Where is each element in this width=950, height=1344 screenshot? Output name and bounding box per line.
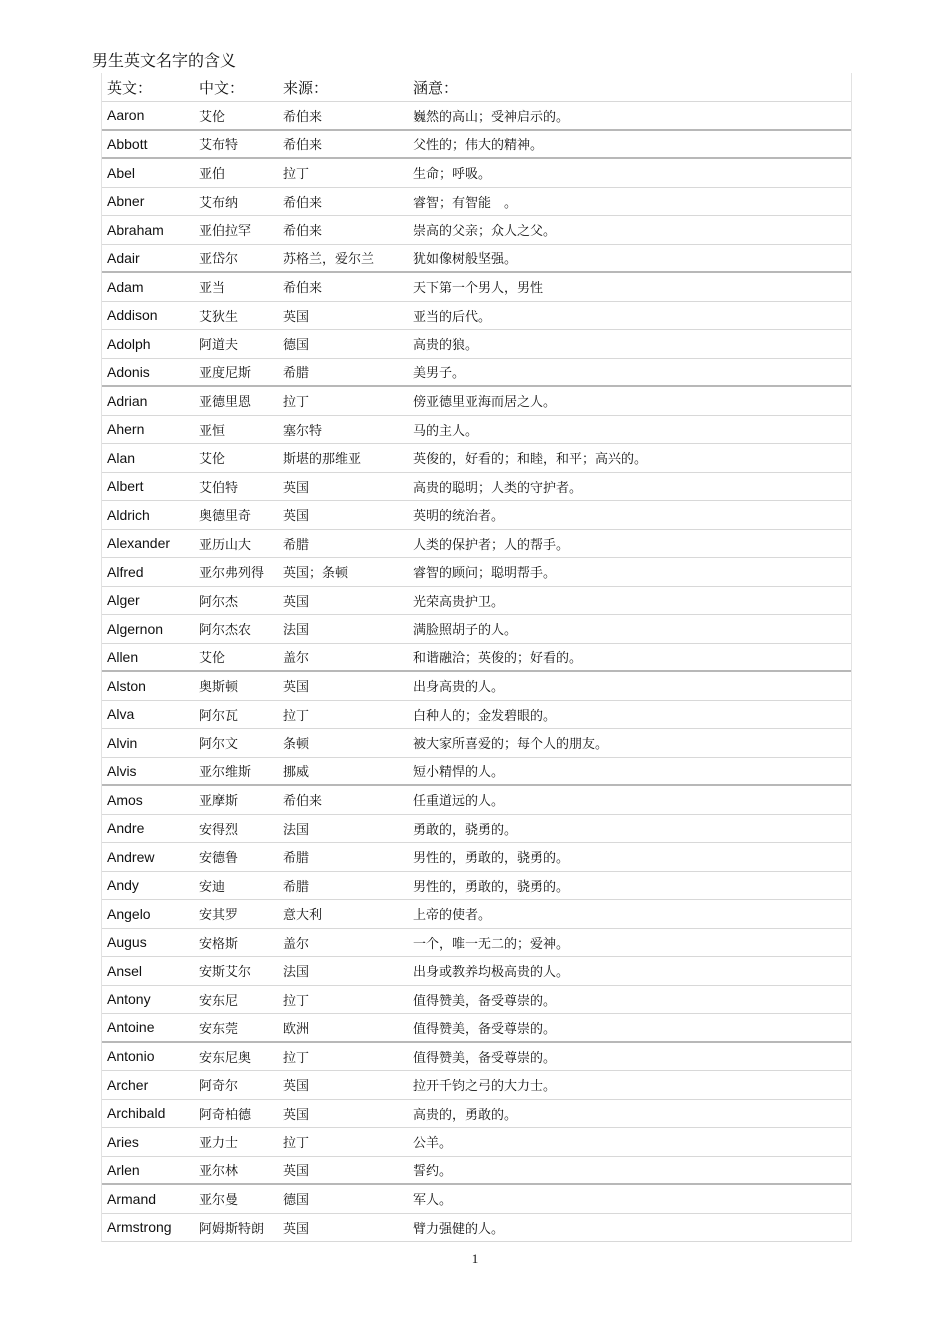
table-row	[102, 216, 851, 245]
meaning-cell: 军人。	[413, 1193, 453, 1209]
chinese-name-cell: 阿姆斯特朗	[199, 1221, 265, 1237]
english-name-cell: Adair	[107, 249, 140, 266]
meaning-cell: 誓约。	[413, 1164, 453, 1180]
chinese-name-cell: 亚伯拉罕	[199, 224, 252, 240]
table-row	[102, 131, 851, 160]
english-name-cell: Alan	[107, 449, 136, 466]
table-row	[102, 900, 851, 929]
origin-cell: 英国	[283, 309, 310, 325]
chinese-name-cell: 艾伦	[199, 452, 226, 468]
origin-cell: 英国	[283, 680, 310, 696]
english-name-cell: Armstrong	[107, 1219, 172, 1236]
table-row	[102, 1100, 851, 1129]
origin-cell: 希伯来	[283, 281, 323, 297]
origin-cell: 希伯来	[283, 195, 323, 211]
table-row	[102, 1071, 851, 1100]
origin-cell: 希伯来	[283, 224, 323, 240]
meaning-cell: 和谐融洽；英俊的；好看的。	[413, 651, 583, 667]
chinese-name-cell: 奥斯顿	[199, 680, 239, 696]
origin-cell: 英国	[283, 480, 310, 496]
origin-cell: 英国；条顿	[283, 566, 349, 582]
chinese-name-cell: 阿尔瓦	[199, 708, 239, 724]
table-row	[102, 330, 851, 359]
meaning-cell: 出身高贵的人。	[413, 680, 505, 696]
meaning-cell: 高贵的聪明；人类的守护者。	[413, 480, 583, 496]
origin-cell: 挪威	[283, 765, 310, 781]
table-row	[102, 530, 851, 559]
origin-cell: 希腊	[283, 537, 310, 553]
header-origin: 来源：	[283, 78, 329, 97]
origin-cell: 希腊	[283, 879, 310, 895]
english-name-cell: Archer	[107, 1076, 149, 1093]
table-row	[102, 1214, 851, 1243]
chinese-name-cell: 亚尔弗列得	[199, 566, 265, 582]
chinese-name-cell: 阿尔杰	[199, 594, 239, 610]
origin-cell: 德国	[283, 1193, 310, 1209]
table-row	[102, 644, 851, 673]
chinese-name-cell: 安斯艾尔	[199, 965, 252, 981]
table-row	[102, 102, 851, 131]
table-row	[102, 843, 851, 872]
meaning-cell: 被大家所喜爱的；每个人的朋友。	[413, 737, 609, 753]
table-row	[102, 1043, 851, 1072]
english-name-cell: Andre	[107, 820, 145, 837]
table-row	[102, 188, 851, 217]
table-row	[102, 701, 851, 730]
english-name-cell: Antonio	[107, 1048, 155, 1065]
meaning-cell: 英明的统治者。	[413, 509, 505, 525]
origin-cell: 希腊	[283, 851, 310, 867]
meaning-cell: 人类的保护者；人的帮手。	[413, 537, 570, 553]
page-number: 1	[471, 1251, 479, 1266]
table-header-row	[102, 73, 851, 102]
table-row	[102, 786, 851, 815]
origin-cell: 盖尔	[283, 651, 310, 667]
header-chinese: 中文：	[199, 78, 245, 97]
meaning-cell: 值得赞美，备受尊崇的。	[413, 1021, 557, 1037]
origin-cell: 英国	[283, 1221, 310, 1237]
english-name-cell: Aldrich	[107, 506, 150, 523]
meaning-cell: 上帝的使者。	[413, 908, 492, 924]
chinese-name-cell: 安东莞	[199, 1021, 239, 1037]
table-row	[102, 245, 851, 274]
chinese-name-cell: 亚摩斯	[199, 794, 239, 810]
chinese-name-cell: 艾狄生	[199, 309, 239, 325]
names-table	[101, 73, 852, 1242]
chinese-name-cell: 安迪	[199, 879, 226, 895]
origin-cell: 希伯来	[283, 794, 323, 810]
table-row	[102, 444, 851, 473]
chinese-name-cell: 亚当	[199, 281, 226, 297]
meaning-cell: 光荣高贵护卫。	[413, 594, 505, 610]
english-name-cell: Abel	[107, 164, 136, 181]
origin-cell: 英国	[283, 594, 310, 610]
table-row	[102, 758, 851, 787]
meaning-cell: 拉开千钧之弓的大力士。	[413, 1079, 557, 1095]
origin-cell: 苏格兰，爱尔兰	[283, 252, 375, 268]
chinese-name-cell: 安其罗	[199, 908, 239, 924]
meaning-cell: 公羊。	[413, 1136, 453, 1152]
origin-cell: 拉丁	[283, 993, 310, 1009]
english-name-cell: Allen	[107, 648, 139, 665]
chinese-name-cell: 亚岱尔	[199, 252, 239, 268]
meaning-cell: 马的主人。	[413, 423, 479, 439]
table-row	[102, 501, 851, 530]
origin-cell: 德国	[283, 338, 310, 354]
origin-cell: 拉丁	[283, 1050, 310, 1066]
table-row	[102, 473, 851, 502]
table-row	[102, 815, 851, 844]
origin-cell: 拉丁	[283, 395, 310, 411]
table-row	[102, 416, 851, 445]
chinese-name-cell: 安格斯	[199, 936, 239, 952]
english-name-cell: Abner	[107, 193, 145, 210]
meaning-cell: 睿智的顾问；聪明帮手。	[413, 566, 557, 582]
english-name-cell: Adolph	[107, 335, 151, 352]
english-name-cell: Adam	[107, 278, 144, 295]
english-name-cell: Adonis	[107, 363, 150, 380]
meaning-cell: 生命；呼吸。	[413, 167, 492, 183]
english-name-cell: Andrew	[107, 848, 155, 865]
chinese-name-cell: 亚德里恩	[199, 395, 252, 411]
english-name-cell: Ahern	[107, 421, 145, 438]
meaning-cell: 高贵的，勇敢的。	[413, 1107, 518, 1123]
table-row	[102, 929, 851, 958]
origin-cell: 英国	[283, 1079, 310, 1095]
table-row	[102, 587, 851, 616]
english-name-cell: Algernon	[107, 620, 164, 637]
chinese-name-cell: 安德鲁	[199, 851, 239, 867]
english-name-cell: Angelo	[107, 905, 151, 922]
meaning-cell: 任重道远的人。	[413, 794, 505, 810]
english-name-cell: Alston	[107, 677, 146, 694]
chinese-name-cell: 艾伯特	[199, 480, 239, 496]
chinese-name-cell: 阿奇柏德	[199, 1107, 252, 1123]
english-name-cell: Albert	[107, 478, 144, 495]
origin-cell: 英国	[283, 1164, 310, 1180]
table-row	[102, 1157, 851, 1186]
meaning-cell: 值得赞美，备受尊崇的。	[413, 1050, 557, 1066]
meaning-cell: 男性的，勇敢的，骁勇的。	[413, 851, 570, 867]
chinese-name-cell: 艾伦	[199, 651, 226, 667]
english-name-cell: Alva	[107, 706, 135, 723]
english-name-cell: Alvis	[107, 762, 137, 779]
chinese-name-cell: 艾布纳	[199, 195, 239, 211]
meaning-cell: 父性的；伟大的精神。	[413, 138, 544, 154]
chinese-name-cell: 安东尼	[199, 993, 239, 1009]
table-row	[102, 1128, 851, 1157]
origin-cell: 英国	[283, 1107, 310, 1123]
meaning-cell: 勇敢的，骁勇的。	[413, 822, 518, 838]
meaning-cell: 短小精悍的人。	[413, 765, 505, 781]
table-row	[102, 1014, 851, 1043]
english-name-cell: Aries	[107, 1133, 139, 1150]
origin-cell: 希伯来	[283, 109, 323, 125]
table-row	[102, 159, 851, 188]
header-english: 英文：	[107, 78, 153, 97]
chinese-name-cell: 亚力士	[199, 1136, 239, 1152]
chinese-name-cell: 亚伯	[199, 167, 226, 183]
origin-cell: 盖尔	[283, 936, 310, 952]
meaning-cell: 犹如像树般坚强。	[413, 252, 518, 268]
meaning-cell: 美男子。	[413, 366, 466, 382]
table-row	[102, 302, 851, 331]
chinese-name-cell: 亚历山大	[199, 537, 252, 553]
chinese-name-cell: 亚尔维斯	[199, 765, 252, 781]
english-name-cell: Alexander	[107, 535, 171, 552]
english-name-cell: Abbott	[107, 135, 148, 152]
english-name-cell: Addison	[107, 307, 158, 324]
chinese-name-cell: 艾伦	[199, 109, 226, 125]
meaning-cell: 男性的，勇敢的，骁勇的。	[413, 879, 570, 895]
meaning-cell: 白种人的；金发碧眼的。	[413, 708, 557, 724]
origin-cell: 法国	[283, 623, 310, 639]
meaning-cell: 亚当的后代。	[413, 309, 492, 325]
english-name-cell: Alfred	[107, 563, 144, 580]
chinese-name-cell: 艾布特	[199, 138, 239, 154]
meaning-cell: 臂力强健的人。	[413, 1221, 505, 1237]
origin-cell: 斯堪的那维亚	[283, 452, 362, 468]
chinese-name-cell: 安东尼奥	[199, 1050, 252, 1066]
english-name-cell: Alger	[107, 592, 140, 609]
english-name-cell: Andy	[107, 877, 139, 894]
english-name-cell: Augus	[107, 934, 147, 951]
table-body	[102, 102, 851, 1242]
origin-cell: 法国	[283, 965, 310, 981]
table-row	[102, 957, 851, 986]
table-row	[102, 986, 851, 1015]
english-name-cell: Antony	[107, 991, 151, 1008]
origin-cell: 拉丁	[283, 708, 310, 724]
english-name-cell: Archibald	[107, 1105, 166, 1122]
english-name-cell: Adrian	[107, 392, 148, 409]
english-name-cell: Alvin	[107, 734, 138, 751]
table-row	[102, 387, 851, 416]
chinese-name-cell: 阿道夫	[199, 338, 239, 354]
english-name-cell: Armand	[107, 1190, 157, 1207]
english-name-cell: Aaron	[107, 107, 145, 124]
meaning-cell: 巍然的高山；受神启示的。	[413, 109, 570, 125]
english-name-cell: Antoine	[107, 1019, 155, 1036]
table-row	[102, 729, 851, 758]
origin-cell: 条顿	[283, 737, 310, 753]
english-name-cell: Arlen	[107, 1161, 140, 1178]
meaning-cell: 满脸照胡子的人。	[413, 623, 518, 639]
origin-cell: 欧洲	[283, 1021, 310, 1037]
header-meaning: 涵意：	[413, 78, 459, 97]
table-row	[102, 872, 851, 901]
origin-cell: 拉丁	[283, 1136, 310, 1152]
origin-cell: 法国	[283, 822, 310, 838]
chinese-name-cell: 亚恒	[199, 423, 226, 439]
meaning-cell: 英俊的，好看的；和睦，和平；高兴的。	[413, 452, 648, 468]
origin-cell: 拉丁	[283, 167, 310, 183]
table-row	[102, 359, 851, 388]
chinese-name-cell: 亚尔林	[199, 1164, 239, 1180]
table-row	[102, 1185, 851, 1214]
chinese-name-cell: 阿奇尔	[199, 1079, 239, 1095]
meaning-cell: 天下第一个男人，男性	[413, 281, 544, 297]
origin-cell: 希伯来	[283, 138, 323, 154]
table-row	[102, 558, 851, 587]
english-name-cell: Amos	[107, 791, 143, 808]
chinese-name-cell: 安得烈	[199, 822, 239, 838]
meaning-cell: 一个，唯一无二的；爱神。	[413, 936, 570, 952]
meaning-cell: 睿智；有智能 。	[413, 195, 518, 211]
table-row	[102, 273, 851, 302]
meaning-cell: 值得赞美，备受尊崇的。	[413, 993, 557, 1009]
chinese-name-cell: 阿尔文	[199, 737, 239, 753]
meaning-cell: 崇高的父亲；众人之父。	[413, 224, 557, 240]
table-row	[102, 615, 851, 644]
table-row	[102, 672, 851, 701]
meaning-cell: 出身或教养均极高贵的人。	[413, 965, 570, 981]
document-title: 男生英文名字的含义	[92, 51, 237, 70]
origin-cell: 英国	[283, 509, 310, 525]
chinese-name-cell: 亚尔曼	[199, 1193, 239, 1209]
english-name-cell: Abraham	[107, 221, 164, 238]
chinese-name-cell: 阿尔杰农	[199, 623, 252, 639]
origin-cell: 塞尔特	[283, 423, 323, 439]
origin-cell: 意大利	[283, 908, 323, 924]
origin-cell: 希腊	[283, 366, 310, 382]
chinese-name-cell: 奥德里奇	[199, 509, 252, 525]
meaning-cell: 高贵的狼。	[413, 338, 479, 354]
meaning-cell: 傍亚德里亚海而居之人。	[413, 395, 557, 411]
english-name-cell: Ansel	[107, 962, 143, 979]
chinese-name-cell: 亚度尼斯	[199, 366, 252, 382]
